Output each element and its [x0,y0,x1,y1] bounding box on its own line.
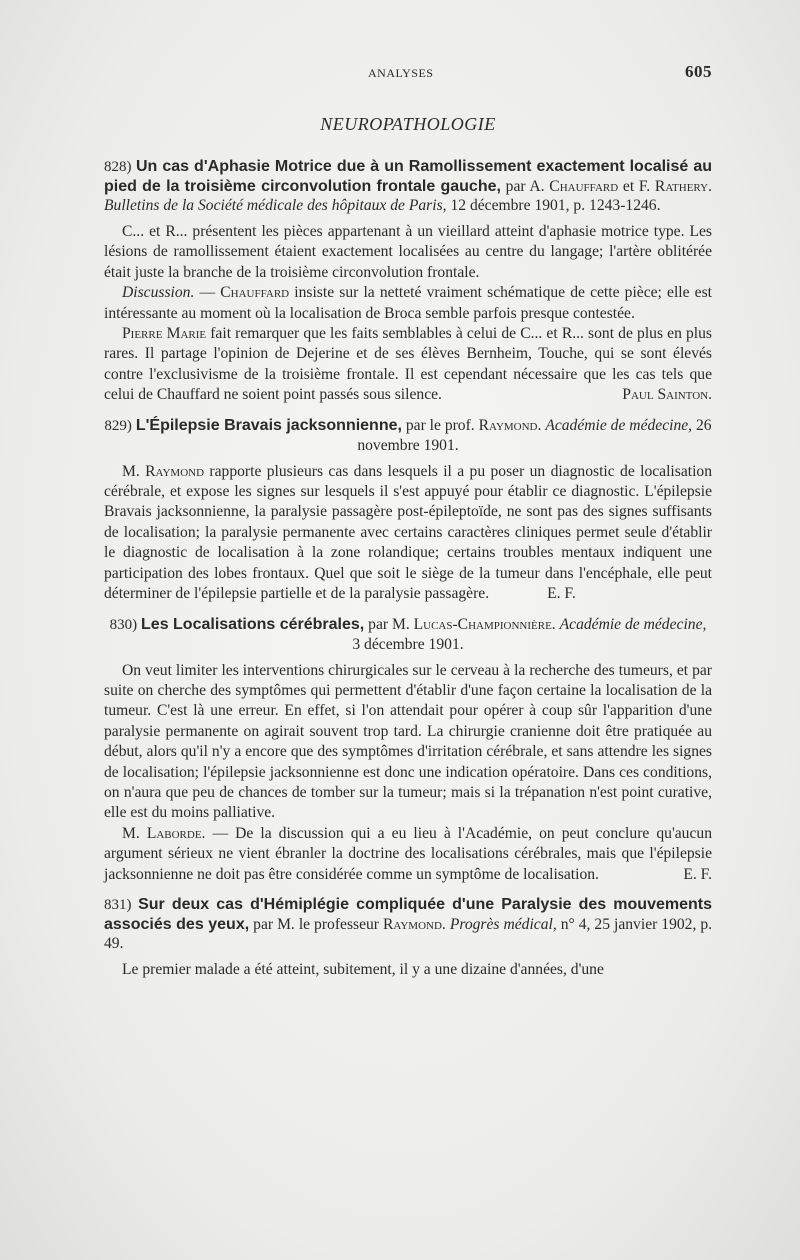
section-title: NEUROPATHOLOGIE [320,114,496,134]
person-name: Chauffard [220,284,290,302]
entry-author: Raymond. [383,915,446,933]
entry-by: par M. le professeur [253,915,380,933]
paragraph-text: insiste sur la netteté vraiment schématique de cette pièce; elle est intéressante au moment où la localisation de Broca semble parfois presque contestée. [104,284,713,322]
entry-title: L'Épilepsie Bravais jacksonnienne, [135,416,402,434]
prefix: M. [122,462,140,480]
entry-heading [104,895,712,953]
entry-and: et F. [622,178,651,195]
entry-source: Académie de médecine, [559,615,707,633]
entry-828 [104,157,712,406]
paragraph [104,462,712,605]
paragraph [104,824,712,885]
entry-heading [104,157,712,215]
discussion-label: Discussion. [122,284,195,302]
running-head [104,58,712,80]
person-name: Raymond [145,462,205,480]
signature: E. F. [547,585,576,603]
prefix: M. [122,824,140,842]
entry-title: Les Localisations cérébrales, [141,615,365,633]
entry-number: 831) [104,896,132,913]
entry-by: par M. [368,615,410,633]
person-name: Laborde. [146,824,206,842]
person-name: Pierre Marie [122,325,207,343]
entry-author: Rathery. [654,178,713,195]
paragraph-text: rapporte plusieurs cas dans lesquels il a pu poser un diagnostic de localisation cérébrale, et expose les signes sur lesquels il s'est appuyé pour établir ce diagnostic. L'épilepsie Bravais jacksonnienne, la paralysie passagère post-épileptoïde, ne sont pas des signes suffisants de localisation; la paralysie permanente avec certains caractères cliniques permet seule d'établir le diagnostic de localisation à la zone rolandique; certains troubles mentaux indiquent une participation des lobes frontaux. Quel que soit le siège de la tumeur dans l'encéphale, elle peut déterminer de l'épilepsie partielle et de la paralysie passagère. [104,462,713,603]
entry-source: Progrès médical, [449,915,557,933]
signature: Paul Sainton. [622,386,712,404]
entry-number: 830) [109,616,138,633]
entry-source: Bulletins de la Société médicale des hôpitaux de Paris, [104,197,447,214]
entry-title: Un cas d'Aphasie Motrice due à un Ramollissement exactement localisé au pied de la troisième circonvolution frontale gauche, [104,158,712,195]
entry-830 [104,615,712,885]
entry-heading [104,615,712,654]
paragraph: C... et R... présentent les pièces appartenant à un vieillard atteint d'aphasie motrice type. Les lésions de ramollissement étaient exactement localisées au centre du langage; l'artère oblitérée était juste la branche de la troisième circonvolution frontale. [104,223,712,281]
entry-heading [104,416,712,455]
entry-author: Raymond. [478,416,542,434]
entry-author: Chauffard [549,178,619,195]
entry-number: 828) [104,159,132,175]
entry-by: par le prof. [405,416,475,434]
paragraph-text: — De la discussion qui a eu lieu à l'Académie, on peut conclure qu'aucun argument sérieux ne vient ébranler la doctrine des localisations cérébrales, mais que l'épilepsie jacksonnienne ne doit pas être considérée comme un symptôme de localisation. [104,824,712,883]
entry-number: 829) [104,417,132,434]
entry-831 [104,895,712,980]
entry-829 [104,416,712,605]
paragraph: Le premier malade a été atteint, subitement, il y a une dizaine d'années, d'une [122,960,604,978]
entry-author: Lucas-Championnière. [413,615,556,633]
running-title: ANALYSES [368,66,434,80]
paragraph: On veut limiter les interventions chirurgicales sur le cerveau à la recherche des tumeurs, et par suite on cherche des symptômes qui permettent d'établir d'une façon certaine la localisation de la tumeur. C'est là une erreur. En effet, si l'on attendait pour opérer à coup sûr l'apparition d'une paralysie permanente on agirait souvent trop tard. La chirurgie cranienne doit être pratiquée au début, alors qu'il n'y a encore que des symptômes d'irritation cérébrale, et sans attendre les signes de localisation; l'épilepsie jacksonnienne est donc une indication opératoire. Dans ces conditions, on n'aura que peu de chances de tomber sur la tumeur; mais si la trépanation n'est point curative, elle est du moins palliative. [104,661,712,822]
entry-date: 12 décembre 1901, p. 1243-1246. [450,197,661,214]
paragraph [104,324,712,406]
entry-date: 3 décembre 1901. [352,635,464,653]
entry-title: Sur deux cas d'Hémiplégie compliquée d'une Paralysie des mouvements associés des yeux, [104,895,712,933]
paragraph-text: fait remarquer que les faits semblables à celui de C... et R... sont de plus en plus rares. Il partage l'opinion de Dejerine et de ses élèves Bernheim, Touche, qui se sont élevés contre l'exclusivisme de la troisième frontale. Il est cependant nécessaire que les cas tels que celui de Chauffard ne soient point passés sous silence. [104,325,712,404]
dash: — [194,284,221,302]
page-number: 605 [685,62,712,81]
paragraph [104,283,712,324]
entry-date: 26 novembre 1901. [357,416,712,454]
entry-date: n° 4, 25 janvier 1902, p. 49. [104,915,713,952]
entry-source: Académie de médecine, [545,416,693,434]
entry-by: par A. [505,178,545,195]
signature: E. F. [683,865,712,883]
